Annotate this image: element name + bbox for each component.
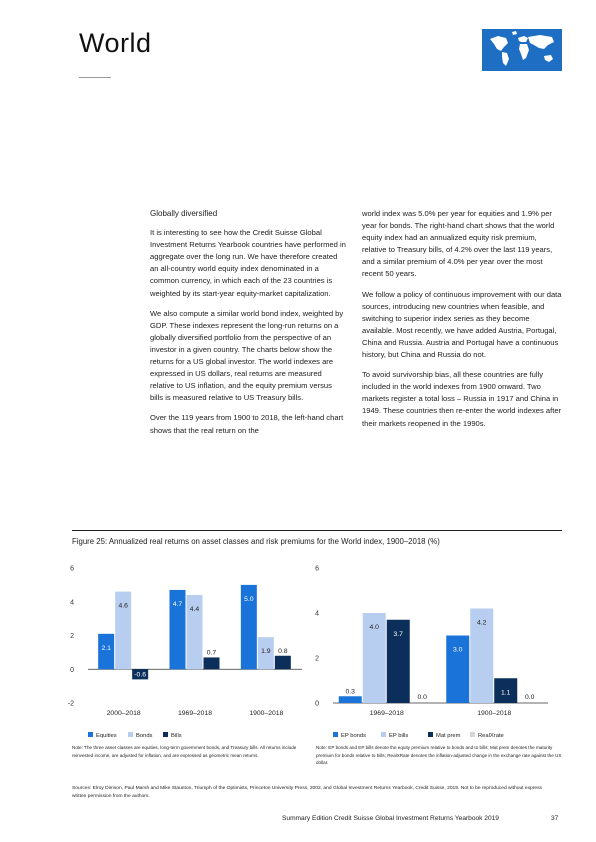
legend-swatch: [88, 732, 93, 737]
page-title: World: [79, 28, 152, 58]
data-label: 4.0: [369, 624, 379, 631]
legend-label: Mat prem: [436, 733, 461, 739]
data-label: 3.0: [453, 646, 463, 654]
data-label: 0.8: [278, 647, 288, 655]
note-left: Note: The three asset classes are equities, long-term government bonds, and Treasury bills. All returns include reinvested income, are adjusted for inflation, and are expressed as geometric mean returns.: [72, 745, 297, 758]
paragraph: It is interesting to see how the Credit Suisse Global Investment Returns Yearbook countries have performed in aggregate over the long run. We have therefore created an all-country world equity index denominated in a common currency, in which each of the 23 countries is weighted by its start-year equity-market capitalization.: [150, 228, 346, 298]
legend-label: EP bills: [389, 733, 409, 739]
legend-swatch: [333, 732, 338, 737]
page-number: 37: [551, 815, 559, 822]
legend-swatch: [163, 732, 168, 737]
data-label: 1.9: [261, 648, 271, 656]
x-tick-label: 1900–2018: [477, 710, 512, 717]
data-label: 5.0: [244, 595, 254, 603]
paragraph: world index was 5.0% per year for equities and 1.9% per year for bonds. The right-hand chart shows that the world equity index had an annualized equity risk premium, relative to Treasury bills, of 4.2% over the last 119 years, and a similar premium of 4.0% per year over the most recent 50 years.: [362, 209, 555, 279]
bar-ep-bonds: [339, 696, 362, 703]
footer-text: Summary Edition Credit Suisse Global Investment Returns Yearbook 2019: [282, 815, 499, 822]
subheading: Globally diversified: [150, 209, 218, 218]
x-tick-label: 1900–2018: [249, 710, 284, 717]
x-tick-label: 1969–2018: [177, 710, 213, 717]
paragraph: To avoid survivorship bias, all these countries are fully included in the world indexes from 1900 onward. Two markets register a total loss – Russia in 1917 and China in 1949. These countries then re-enter the world indexes after their markets reopened in the 1990s.: [362, 370, 562, 428]
legend-label: Equities: [96, 733, 117, 739]
legend-swatch: [470, 732, 475, 737]
data-label: -0.6: [134, 671, 147, 679]
data-label: 4.2: [477, 619, 487, 627]
legend-swatch: [428, 732, 433, 737]
y-tick-label: 0: [315, 700, 319, 708]
legend-swatch: [128, 732, 133, 737]
note-right: Note: EP bonds and EP bills denote the equity premium relative to bonds and to bills; Mat prem denotes the maturity premium for bonds relative to bills; RealXRate denotes the inflation-adjusted change in the exchange rate against the US dollar.: [316, 745, 562, 765]
y-tick-label: 6: [70, 565, 74, 573]
data-label: 4.4: [189, 606, 200, 613]
data-label: 0.3: [345, 688, 355, 696]
legend-swatch: [381, 732, 386, 737]
paragraph: We also compute a similar world bond index, weighted by GDP. These indexes represent the long-run returns on a globally diversified portfolio from the perspective of an investor in a given country. The charts below show the returns for a US global investor. The world indexes are expressed in US dollars, real returns are measured relative to US inflation, and the equity premium versus bills is measured relative to US Treasury bills.: [150, 308, 344, 403]
paragraph: Over the 119 years from 1900 to 2018, the left-hand chart shows that the real return on the: [150, 413, 344, 435]
data-label: 4.7: [172, 600, 183, 608]
data-label: 0.7: [206, 649, 217, 657]
data-label: 2.1: [101, 644, 111, 652]
bar-bills: [204, 657, 220, 669]
legend-label: EP bonds: [341, 733, 367, 739]
data-label: 3.7: [393, 630, 403, 638]
x-tick-label: 2000–2018: [106, 710, 141, 717]
y-tick-label: 2: [315, 655, 319, 663]
data-label: 0.0: [417, 694, 427, 701]
legend-label: RealXrate: [478, 733, 504, 739]
y-tick-label: 4: [70, 599, 74, 607]
y-tick-label: 0: [70, 666, 74, 674]
sources: Sources: Elroy Dimson, Paul Marsh and Mike Staunton, Triumph of the Optimists, Princeton University Press, 2002, and Global Investment Returns Yearbook, Credit Suisse, 2019. Not to be reproduced without express written permission from the authors.: [72, 786, 543, 799]
legend-label: Bills: [171, 733, 182, 739]
x-tick-label: 1969–2018: [369, 710, 404, 717]
figure-title: Figure 25: Annualized real returns on asset classes and risk premiums for the World index, 1900–2018 (%): [72, 537, 440, 546]
paragraph: We follow a policy of continuous improvement with our data sources, introducing new countries when feasible, and switching to superior index series as they become available. Most recently, we have added Austria, Portugal, China and Russia. Austria and Portugal have a continuous history, but China and Russia do not.: [362, 289, 562, 360]
y-tick-label: 2: [70, 633, 74, 640]
y-tick-label: 6: [315, 565, 319, 573]
legend-label: Bonds: [136, 733, 153, 739]
bar-bills: [275, 656, 291, 670]
y-tick-label: 4: [315, 610, 319, 618]
data-label: 0.0: [525, 694, 535, 701]
data-label: 1.1: [501, 689, 511, 697]
y-tick-label: -2: [67, 700, 74, 708]
data-label: 4.6: [118, 602, 128, 610]
